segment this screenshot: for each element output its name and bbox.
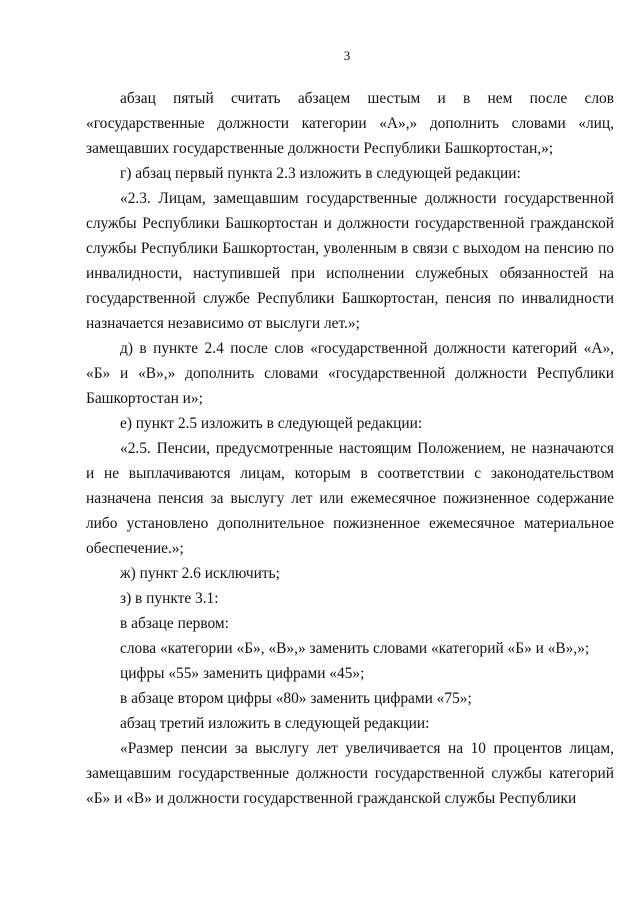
page-number: 3 — [343, 48, 351, 63]
paragraph: ж) пункт 2.6 исключить; — [120, 565, 280, 582]
paragraph: абзац третий изложить в следующей редакции: — [120, 715, 430, 732]
paragraph: д) в пункте 2.4 после слов «государственной должности категорий «А», «Б» и «В»,» дополнить словами «государственной должности Республики Башкортостан и»; — [86, 340, 614, 407]
paragraph: слова «категории «Б», «В»,» заменить словами «категорий «Б» и «В»,»; — [120, 640, 590, 657]
paragraph: з) в пункте 3.1: — [120, 590, 219, 607]
paragraph: в абзаце первом: — [120, 615, 229, 632]
paragraph: абзац пятый считать абзацем шестым и в нем после слов «государственные должности категории «А»,» дополнить словами «лиц, замещавших государственные должности Республики Башкортостан,»; — [86, 90, 614, 157]
paragraph: «2.3. Лицам, замещавшим государственные должности государственной службы Республики Башкортостан и должности государственной гражданской службы Республики Башкортостан, уволенным в связи с выходом на пенсию по инвалидности, наступившей при исполнении служебных обязанностей на государственной службе Республики Башкортостан, пенсия по инвалидности назначается независимо от выслуги лет.»; — [86, 190, 614, 332]
paragraph: «2.5. Пенсии, предусмотренные настоящим Положением, не назначаются и не выплачиваются лицам, которым в соответствии с законодательством назначена пенсия за выслугу лет или ежемесячное пожизненное содержание либо установлено дополнительное пожизненное ежемесячное материальное обеспечение.»; — [86, 440, 614, 557]
document-body — [86, 86, 614, 811]
paragraph: «Размер пенсии за выслугу лет увеличивается на 10 процентов лицам, замещавшим государственные должности государственной службы категорий «Б» и «В» и должности государственной гражданской службы Республики — [86, 740, 614, 807]
paragraph: г) абзац первый пункта 2.3 изложить в следующей редакции: — [120, 165, 521, 182]
paragraph: е) пункт 2.5 изложить в следующей редакции: — [120, 415, 423, 432]
paragraph: цифры «55» заменить цифрами «45»; — [120, 665, 365, 682]
paragraph: в абзаце втором цифры «80» заменить цифрами «75»; — [120, 690, 472, 707]
